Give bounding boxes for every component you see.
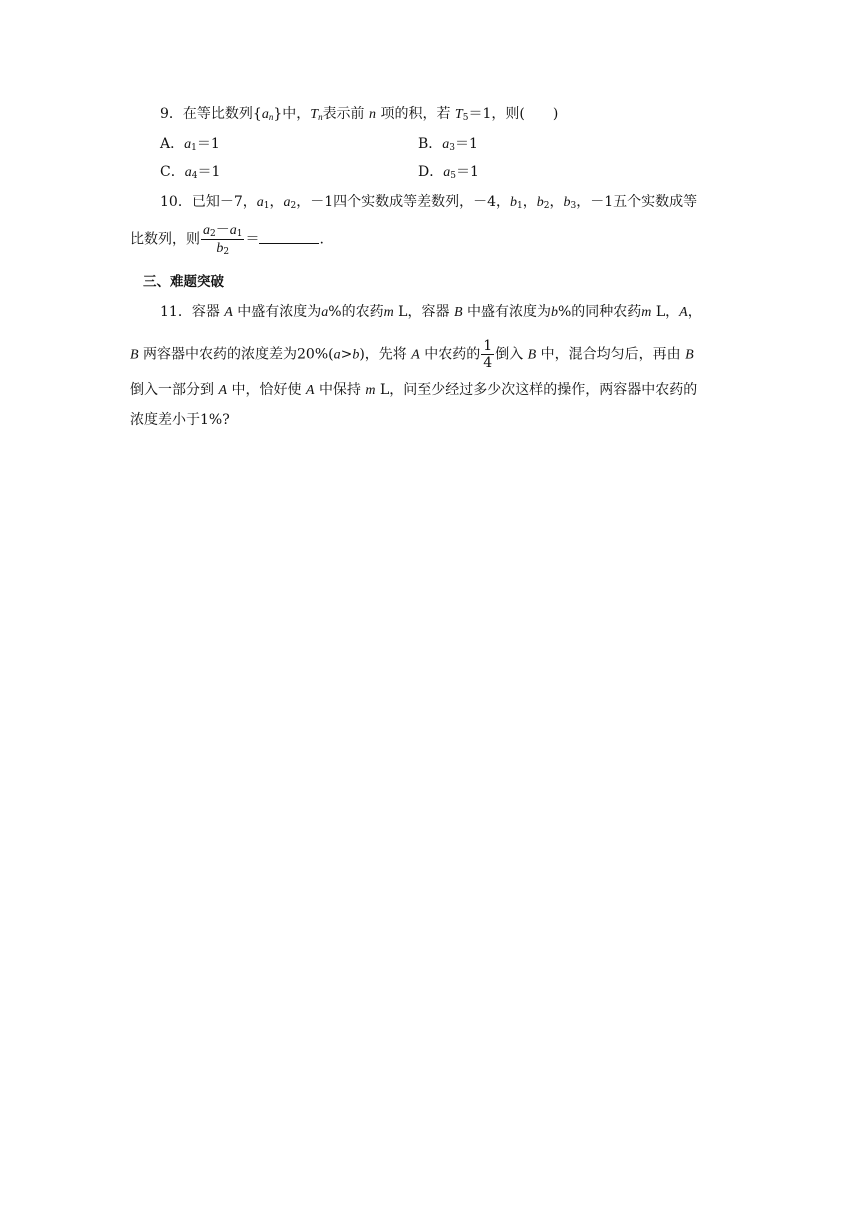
text: L，问至少经过多少次这样的操作，两容器中农药的 bbox=[375, 382, 698, 398]
math-var: a bbox=[321, 305, 329, 320]
math-sub: 1 bbox=[236, 229, 243, 239]
question-number: 10． bbox=[160, 194, 192, 210]
math-op: － bbox=[215, 222, 230, 238]
option-c bbox=[160, 162, 220, 183]
text: 项的积，若 bbox=[380, 106, 451, 122]
math-var: a bbox=[442, 137, 450, 152]
math-var: b bbox=[510, 195, 518, 210]
question-11-line-4 bbox=[130, 410, 230, 430]
text: 比数列，则 bbox=[130, 231, 200, 248]
text: %的农药 bbox=[328, 304, 384, 320]
question-11-line-2 bbox=[130, 338, 694, 371]
text: ，－1五个实数成等 bbox=[576, 194, 698, 210]
text: }中， bbox=[273, 106, 311, 122]
math-var: a bbox=[443, 165, 451, 180]
option-label: C． bbox=[160, 164, 185, 180]
text: ， bbox=[269, 194, 284, 210]
math-var: A bbox=[411, 347, 420, 363]
option-text: ＝1 bbox=[197, 164, 221, 180]
text: 容器 bbox=[191, 304, 220, 320]
math-var: a bbox=[261, 107, 269, 122]
math-var: a bbox=[184, 165, 192, 180]
math-var: A bbox=[305, 383, 315, 398]
math-var: a bbox=[256, 195, 264, 210]
text: ， bbox=[522, 194, 537, 210]
text: ， bbox=[687, 304, 702, 320]
math-var: a bbox=[203, 223, 210, 238]
math-var: T bbox=[310, 107, 319, 122]
text: L， bbox=[651, 304, 680, 320]
question-number: 11． bbox=[160, 304, 192, 320]
option-d bbox=[418, 162, 479, 183]
math-var: b bbox=[536, 195, 544, 210]
math-op: > bbox=[340, 346, 353, 363]
math-var: a bbox=[229, 223, 237, 238]
option-text: ＝1 bbox=[196, 136, 220, 152]
text: 倒入一部分到 bbox=[130, 382, 214, 398]
math-sub: 2 bbox=[543, 201, 550, 211]
math-sub: 2 bbox=[210, 229, 216, 239]
math-op: ＝ bbox=[245, 231, 260, 248]
fraction-denominator bbox=[201, 240, 244, 257]
text: ＝1，则( ) bbox=[468, 106, 559, 122]
text: . bbox=[319, 231, 324, 248]
math-var: n bbox=[369, 107, 377, 122]
fraction bbox=[481, 338, 494, 371]
question-10-line-2 bbox=[130, 222, 324, 257]
option-text: ＝1 bbox=[455, 164, 479, 180]
option-b bbox=[418, 134, 478, 155]
math-sub: 5 bbox=[450, 171, 456, 181]
math-sub: 2 bbox=[223, 247, 230, 257]
text: %的同种农药 bbox=[557, 304, 642, 320]
math-var: a bbox=[184, 137, 192, 152]
math-var: A bbox=[218, 383, 228, 398]
math-var: b bbox=[563, 195, 571, 210]
math-sub: n bbox=[268, 112, 274, 122]
text: 中，混合均匀后，再由 bbox=[540, 346, 681, 363]
math-var: B bbox=[130, 347, 139, 363]
text: 中农药的 bbox=[424, 346, 481, 363]
math-var: A bbox=[224, 305, 233, 320]
answer-blank bbox=[259, 231, 319, 244]
option-label: B． bbox=[418, 136, 443, 152]
math-var: m bbox=[641, 305, 652, 320]
option-label: A． bbox=[160, 136, 185, 152]
math-sub: n bbox=[318, 112, 323, 122]
text: )，先将 bbox=[359, 346, 407, 363]
text: 倒入 bbox=[495, 346, 524, 363]
fraction-denominator: 4 bbox=[483, 355, 493, 371]
math-var: b bbox=[352, 347, 360, 363]
math-var: B bbox=[527, 347, 537, 363]
option-label: D． bbox=[418, 164, 444, 180]
math-var: m bbox=[383, 305, 394, 320]
math-sub: 3 bbox=[570, 201, 577, 211]
math-var: m bbox=[365, 383, 376, 398]
text: 中保持 bbox=[318, 382, 361, 398]
text: 中盛有浓度为 bbox=[466, 304, 551, 320]
text: 在等比数列{ bbox=[182, 106, 262, 122]
math-var: a bbox=[283, 195, 291, 210]
question-11-line-3 bbox=[130, 380, 697, 401]
math-var: b bbox=[216, 241, 224, 256]
question-9 bbox=[160, 104, 558, 125]
question-number: 9． bbox=[160, 106, 183, 122]
math-var: B bbox=[453, 305, 463, 320]
text: 中盛有浓度为 bbox=[237, 304, 322, 320]
text: L，容器 bbox=[393, 304, 450, 320]
math-var: A bbox=[679, 305, 688, 320]
option-a bbox=[160, 134, 220, 155]
fraction-numerator: 1 bbox=[483, 338, 493, 354]
math-sub: 2 bbox=[290, 201, 297, 211]
math-var: B bbox=[685, 347, 694, 363]
text: ， bbox=[549, 194, 564, 210]
fraction bbox=[201, 222, 244, 257]
math-sub: 1 bbox=[263, 201, 270, 211]
section-title: 三、难题突破 bbox=[143, 274, 224, 290]
math-var: b bbox=[550, 305, 558, 320]
math-sub: 1 bbox=[191, 143, 197, 153]
math-var: T bbox=[454, 107, 463, 122]
text: 已知－7， bbox=[191, 194, 257, 210]
text: 表示前 bbox=[322, 106, 365, 122]
question-11-line-1 bbox=[160, 302, 702, 323]
math-sub: 1 bbox=[517, 201, 523, 211]
option-text: ＝1 bbox=[455, 136, 478, 152]
math-sub: 4 bbox=[191, 171, 198, 181]
question-10-line-1 bbox=[160, 192, 697, 213]
text: 中，恰好使 bbox=[231, 382, 302, 398]
math-sub: 3 bbox=[449, 143, 456, 153]
fraction-numerator bbox=[201, 222, 244, 240]
text: 两容器中农药的浓度差为20%( bbox=[143, 346, 334, 363]
text: ，－1四个实数成等差数列，－4， bbox=[296, 194, 511, 210]
math-sub: 5 bbox=[462, 113, 469, 123]
math-var: a bbox=[333, 347, 341, 363]
text: 浓度差小于1%? bbox=[130, 412, 230, 428]
